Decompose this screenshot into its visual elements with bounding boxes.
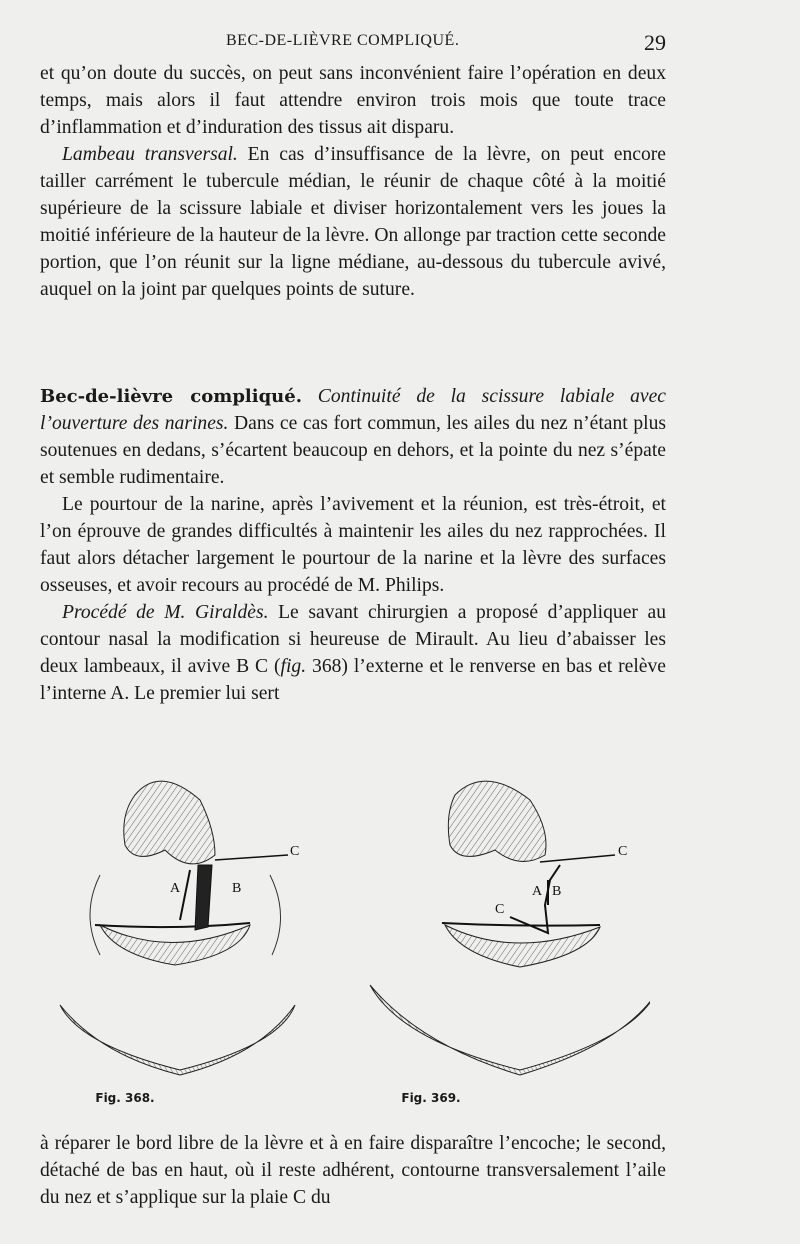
section-subtitle: Continuité de la scissure labiale avec l’ouverture des narines.: [40, 386, 666, 434]
figure-368-illustration: [40, 755, 330, 1085]
paragraph-title: Lambeau transversal.: [62, 144, 238, 165]
label-b: B: [552, 884, 562, 899]
figure-369-illustration: [360, 755, 650, 1085]
label-c-top: C: [618, 844, 628, 859]
page-header: [40, 30, 666, 56]
figure-caption: Fig. 368.: [95, 1091, 155, 1105]
paragraph: à réparer le bord libre de la lèvre et à en faire disparaître l’encoche; le second, détaché de bas en haut, où il reste adhérent, contourne transversalement l’aile du nez et s’applique sur la plaie C du: [40, 1133, 666, 1208]
paragraph: Le pourtour de la narine, après l’avivement et la réunion, est très-étroit, et l’on éprouve de grandes difficultés à maintenir les ailes du nez rapprochées. Il faut alors détacher largement le pourtour de la narine et la lèvre des surfaces osseuses, et avoir recours au procédé de M. Philips.: [40, 494, 666, 596]
paragraph-lambeau: [40, 141, 666, 303]
section-paragraph: [40, 383, 666, 491]
text-block-top: [40, 60, 666, 303]
label-c: C: [290, 844, 300, 859]
paragraph-title: Procédé de M. Giraldès.: [62, 602, 269, 623]
text-block-bottom: [40, 1130, 666, 1211]
page-number: 29: [644, 30, 666, 55]
label-c-low: C: [495, 902, 505, 917]
figure-368: [40, 755, 330, 1105]
running-title: BEC-DE-LIÈVRE COMPLIQUÉ.: [226, 32, 460, 49]
text-block-section: [40, 383, 666, 707]
section-title: Bec-de-lièvre compliqué.: [40, 386, 302, 407]
label-a: A: [170, 881, 181, 896]
figure-369: [360, 755, 650, 1105]
paragraph-text: 368) l’externe et le renverse en bas et relève l’interne A. Le premier lui sert: [40, 656, 666, 704]
paragraph-giraldes: [40, 599, 666, 707]
paragraph-text: Le savant chirurgien a proposé d’appliquer au contour nasal la modification si heureuse de Mirault. Au lieu d’abaisser les deux lambeaux, il avive B C (: [40, 602, 667, 677]
figure-reference: fig.: [280, 656, 307, 677]
paragraph: et qu’on doute du succès, on peut sans inconvénient faire l’opération en deux temps, mais alors il faut attendre environ trois mois que toute trace d’inflammation et d’induration des tissus ait disparu.: [40, 63, 666, 138]
figure-caption: Fig. 369.: [401, 1091, 461, 1105]
figures: [40, 755, 680, 1105]
paragraph-text: Dans ce cas fort commun, les ailes du nez n’étant plus soutenues en dedans, s’écartent beaucoup en dehors, et la pointe du nez s’épate et semble rudimentaire.: [40, 413, 666, 488]
label-b: B: [232, 881, 242, 896]
label-a: A: [532, 884, 543, 899]
paragraph-text: En cas d’insuffisance de la lèvre, on peut encore tailler carrément le tubercule médian, le réunir de chaque côté à la moitié supérieure de la scissure labiale et diviser horizontalement vers les joues la moitié inférieure de la hauteur de la lèvre. On allonge par traction cette seconde portion, que l’on réunit sur la ligne médiane, au-dessous du tubercule avivé, auquel on la joint par quelques points de suture.: [40, 144, 667, 300]
